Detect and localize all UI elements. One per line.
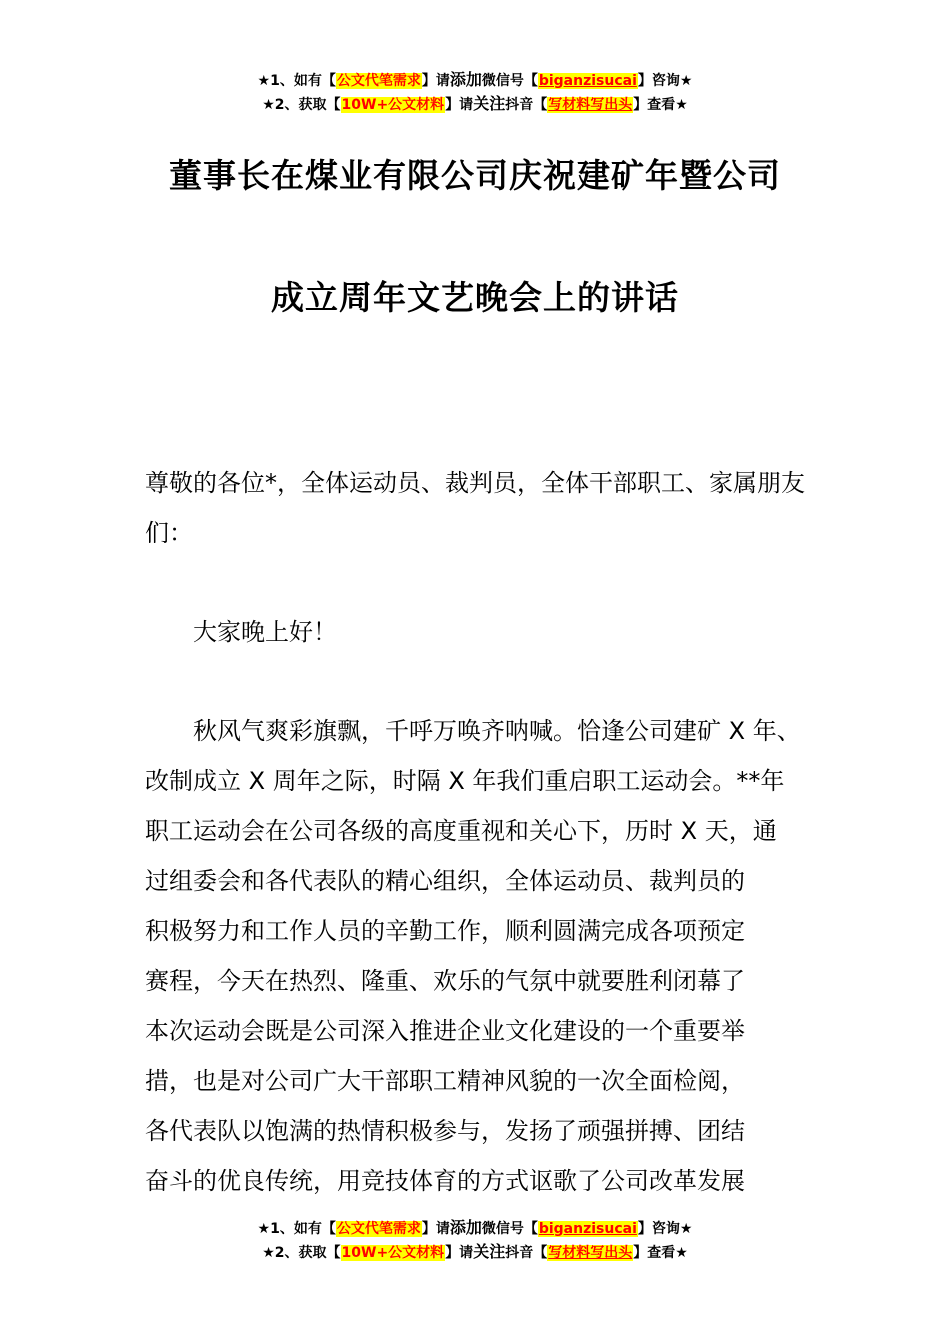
highlight-tag: 公文代笔需求 [336, 73, 421, 89]
promo-banner-bottom [0, 1216, 950, 1264]
promo-text: ★2、获取【 [262, 1245, 341, 1261]
salutation: 尊敬的各位*，全体运动员、裁判员，全体干部职工、家属朋友们： [145, 469, 805, 547]
paragraph-line: 过组委会和各代表队的精心组织，全体运动员、裁判员的 [145, 867, 745, 895]
promo-text: 】咨询★ [637, 73, 693, 89]
paragraph-line: 本次运动会既是公司深入推进企业文化建设的一个重要举 [145, 1017, 745, 1045]
promo-line-1 [0, 68, 950, 92]
paragraph-line: 秋风气爽彩旗飘，千呼万唤齐呐喊。恰逢公司建矿 X 年、 [193, 717, 801, 745]
paragraph-line: 奋斗的优良传统，用竞技体育的方式讴歌了公司改革发展 [145, 1167, 745, 1195]
promo-line-2 [0, 1240, 950, 1264]
body-paragraph [145, 706, 810, 1206]
document-title-line-1: 董事长在煤业有限公司庆祝建矿年暨公司 [169, 156, 781, 195]
paragraph-line: 各代表队以饱满的热情积极参与，发扬了顽强拼搏、团结 [145, 1117, 745, 1145]
promo-line-2 [0, 92, 950, 116]
promo-text: 抖音【 [505, 97, 548, 113]
promo-text: 微信号【 [481, 1221, 538, 1237]
promo-banner-top [0, 68, 950, 116]
paragraph-line: 赛程，今天在热烈、隆重、欢乐的气氛中就要胜利闭幕了 [145, 967, 745, 995]
promo-text: 】查看★ [633, 1245, 688, 1261]
promo-text: ★2、获取【 [262, 97, 341, 113]
douyin-id-tag: 写材料写出头 [548, 1245, 633, 1261]
promo-text: 】请 [445, 97, 474, 113]
promo-text: 】请 [421, 1221, 450, 1237]
document-title-line-2: 成立周年文艺晚会上的讲话 [271, 278, 679, 317]
promo-emphasis: 关注 [473, 1242, 506, 1261]
promo-text: 】查看★ [633, 97, 688, 113]
greeting: 大家晚上好！ [193, 618, 337, 646]
promo-text: 】请 [445, 1245, 474, 1261]
douyin-id-tag: 写材料写出头 [548, 97, 633, 113]
wechat-id-tag: biganzisucai [538, 1221, 637, 1237]
highlight-tag: 10W+公文材料 [341, 97, 445, 113]
highlight-tag: 10W+公文材料 [341, 1245, 445, 1261]
promo-emphasis: 添加 [449, 1218, 482, 1237]
promo-text: 抖音【 [505, 1245, 548, 1261]
promo-text: 微信号【 [481, 73, 538, 89]
promo-text: ★1、如有【 [257, 1221, 336, 1237]
paragraph-line: 积极努力和工作人员的辛勤工作，顺利圆满完成各项预定 [145, 917, 745, 945]
promo-emphasis: 添加 [449, 70, 482, 89]
paragraph-line: 改制成立 X 周年之际，时隔 X 年我们重启职工运动会。**年 [145, 767, 785, 795]
promo-line-1 [0, 1216, 950, 1240]
promo-text: 】请 [421, 73, 450, 89]
paragraph-line: 措，也是对公司广大干部职工精神风貌的一次全面检阅， [145, 1067, 745, 1095]
paragraph-line: 职工运动会在公司各级的高度重视和关心下，历时 X 天，通 [145, 817, 777, 845]
promo-text: ★1、如有【 [257, 73, 336, 89]
promo-text: 】咨询★ [637, 1221, 693, 1237]
promo-emphasis: 关注 [473, 94, 506, 113]
wechat-id-tag: biganzisucai [538, 73, 637, 89]
highlight-tag: 公文代笔需求 [336, 1221, 421, 1237]
